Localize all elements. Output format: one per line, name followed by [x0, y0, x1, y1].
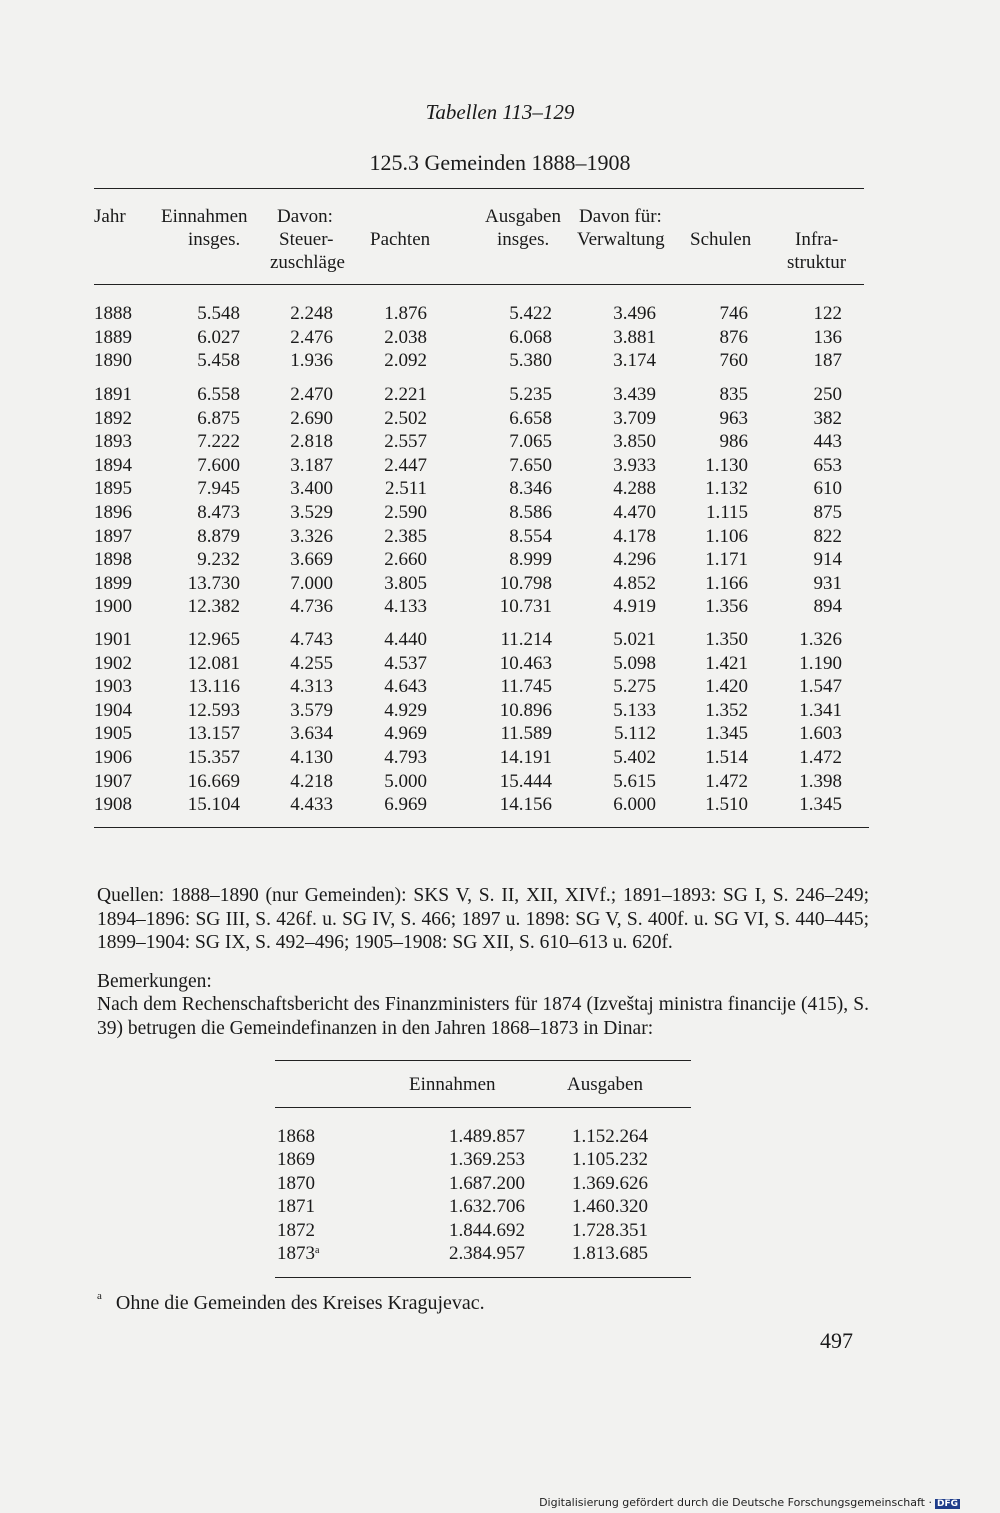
small-cell-year	[277, 1220, 315, 1242]
header-steuer: Steuer-	[279, 229, 334, 250]
cell-schulen: 1.115	[705, 502, 748, 523]
cell-verwaltung: 5.133	[613, 699, 656, 721]
small-cell-einnahmen: 2.384.957	[449, 1243, 525, 1264]
cell-pachten: 2.511	[384, 478, 427, 500]
cell-schulen: 986	[719, 431, 748, 453]
small-cell-einnahmen: 1.369.253	[449, 1149, 525, 1171]
cell-einnahmen: 15.357	[187, 747, 240, 768]
cell-einnahmen: 15.104	[187, 794, 240, 816]
cell-year: 1901	[94, 629, 132, 650]
cell-infrastruktur: 610	[813, 478, 842, 500]
cell-year: 1893	[94, 431, 132, 453]
cell-infrastruktur: 1.603	[799, 723, 842, 745]
cell-einnahmen: 13.730	[187, 572, 240, 594]
cell-verwaltung: 6.000	[613, 794, 656, 816]
cell-einnahmen: 8.879	[197, 525, 240, 547]
cell-verwaltung: 3.933	[613, 454, 656, 476]
small-table-top-rule	[275, 1060, 691, 1061]
small-table-bottom-rule	[275, 1277, 691, 1278]
cell-ausgaben: 7.650	[509, 454, 552, 476]
cell-pachten: 2.557	[384, 431, 427, 453]
cell-schulen: 1.130	[705, 454, 748, 476]
footnote	[97, 1292, 485, 1315]
cell-year: 1903	[94, 676, 132, 698]
cell-pachten: 4.440	[384, 629, 427, 650]
cell-einnahmen: 12.081	[187, 652, 240, 674]
remarks-text: Nach dem Rechenschaftsbericht des Finanzministers für 1874 (Izveštaj ministra financije (415), S. 39) betrugen die Gemeindefinanzen in den Jahren 1868–1873 in Dinar:	[97, 994, 869, 1039]
cell-infrastruktur: 1.398	[799, 770, 842, 792]
cell-pachten: 4.929	[384, 699, 427, 721]
small-cell-einnahmen: 1.489.857	[449, 1126, 525, 1147]
header-ausgaben: Ausgaben	[485, 206, 561, 227]
cell-pachten: 3.805	[384, 572, 427, 594]
cell-infrastruktur: 914	[813, 549, 842, 571]
cell-schulen: 1.106	[705, 525, 748, 547]
cell-pachten: 4.643	[384, 676, 427, 698]
cell-ausgaben: 5.235	[509, 384, 552, 405]
cell-ausgaben: 5.422	[509, 303, 552, 324]
header-schulen: Schulen	[690, 229, 752, 250]
cell-ausgaben: 10.731	[499, 596, 552, 618]
cell-einnahmen: 7.945	[197, 478, 240, 500]
cell-steuerzuschlaege: 4.736	[290, 596, 333, 618]
cell-infrastruktur: 187	[813, 350, 842, 372]
cell-ausgaben: 6.658	[509, 407, 552, 429]
cell-infrastruktur: 1.341	[799, 699, 842, 721]
cell-einnahmen: 5.458	[197, 350, 240, 372]
small-cell-year	[277, 1243, 319, 1265]
cell-ausgaben: 11.589	[500, 723, 552, 745]
cell-verwaltung: 3.439	[613, 384, 656, 405]
cell-verwaltung: 3.881	[613, 326, 656, 348]
cell-einnahmen: 6.027	[197, 326, 240, 348]
small-cell-year	[277, 1149, 315, 1171]
cell-steuerzuschlaege: 2.476	[290, 326, 333, 348]
cell-verwaltung: 4.852	[613, 572, 656, 594]
cell-year: 1890	[94, 350, 132, 372]
small-cell-ausgaben: 1.813.685	[572, 1243, 648, 1264]
cell-year: 1895	[94, 478, 132, 500]
small-cell-year	[277, 1126, 315, 1148]
cell-steuerzuschlaege: 3.326	[290, 525, 333, 547]
credit-text: Digitalisierung gefördert durch die Deutsche Forschungsgemeinschaft ·	[539, 1496, 932, 1509]
cell-schulen: 1.132	[705, 478, 748, 500]
cell-steuerzuschlaege: 1.936	[290, 350, 333, 372]
small-header-einnahmen: Einnahmen	[409, 1074, 496, 1095]
cell-schulen: 1.421	[705, 652, 748, 674]
cell-ausgaben: 14.156	[499, 794, 552, 816]
cell-infrastruktur: 250	[813, 384, 842, 405]
cell-steuerzuschlaege: 4.218	[290, 770, 333, 792]
cell-verwaltung: 4.919	[613, 596, 656, 618]
cell-ausgaben: 10.896	[499, 699, 552, 721]
cell-ausgaben: 11.745	[500, 676, 552, 698]
small-cell-year-text: 1869	[277, 1149, 315, 1171]
cell-steuerzuschlaege: 2.248	[290, 303, 333, 324]
cell-year: 1905	[94, 723, 132, 745]
cell-steuerzuschlaege: 3.579	[290, 699, 333, 721]
cell-pachten: 5.000	[384, 770, 427, 792]
cell-infrastruktur: 894	[813, 596, 842, 618]
cell-verwaltung: 5.275	[613, 676, 656, 698]
cell-infrastruktur: 1.345	[799, 794, 842, 816]
cell-steuerzuschlaege: 2.470	[290, 384, 333, 405]
cell-steuerzuschlaege: 3.669	[290, 549, 333, 571]
small-cell-ausgaben: 1.369.626	[572, 1172, 648, 1194]
header-ausgaben-sub: insges.	[497, 229, 550, 250]
cell-steuerzuschlaege: 4.313	[290, 676, 333, 698]
cell-einnahmen: 7.600	[197, 454, 240, 476]
cell-schulen: 760	[719, 350, 748, 372]
cell-year: 1906	[94, 747, 132, 768]
cell-year: 1904	[94, 699, 132, 721]
cell-einnahmen: 7.222	[197, 431, 240, 453]
dfg-logo: DFG	[936, 1499, 958, 1509]
cell-verwaltung: 3.850	[613, 431, 656, 453]
cell-schulen: 1.345	[705, 723, 748, 745]
cell-ausgaben: 10.463	[499, 652, 552, 674]
cell-year: 1888	[94, 303, 132, 324]
header-einnahmen-sub: insges.	[188, 229, 241, 250]
page-number: 497	[820, 1328, 853, 1353]
cell-pachten: 2.221	[384, 384, 427, 405]
cell-ausgaben: 8.999	[509, 549, 552, 571]
cell-infrastruktur: 822	[813, 525, 842, 547]
cell-year: 1898	[94, 549, 132, 571]
cell-year: 1892	[94, 407, 132, 429]
cell-steuerzuschlaege: 4.743	[290, 629, 333, 650]
cell-verwaltung: 4.178	[613, 525, 656, 547]
cell-infrastruktur: 1.190	[799, 652, 842, 674]
cell-year: 1897	[94, 525, 132, 547]
cell-ausgaben: 7.065	[509, 431, 552, 453]
cell-einnahmen: 6.558	[197, 384, 240, 405]
cell-verwaltung: 5.112	[613, 723, 656, 745]
cell-einnahmen: 13.116	[188, 676, 240, 698]
cell-steuerzuschlaege: 3.187	[290, 454, 333, 476]
small-cell-year-text: 1873	[277, 1243, 315, 1264]
small-cell-ausgaben: 1.728.351	[572, 1219, 648, 1241]
cell-einnahmen: 8.473	[197, 502, 240, 523]
cell-year: 1900	[94, 596, 132, 618]
cell-einnahmen: 9.232	[197, 549, 240, 571]
cell-verwaltung: 4.470	[613, 502, 656, 523]
small-cell-ausgaben: 1.152.264	[572, 1126, 648, 1147]
cell-schulen: 835	[719, 384, 748, 405]
cell-einnahmen: 12.593	[187, 699, 240, 721]
cell-ausgaben: 5.380	[509, 350, 552, 372]
cell-steuerzuschlaege: 7.000	[290, 572, 333, 594]
small-cell-year	[277, 1196, 315, 1218]
cell-pachten: 2.590	[384, 502, 427, 523]
cell-schulen: 746	[719, 303, 748, 324]
cell-verwaltung: 3.174	[613, 350, 656, 372]
cell-einnahmen: 5.548	[197, 303, 240, 324]
cell-verwaltung: 5.615	[613, 770, 656, 792]
cell-infrastruktur: 382	[813, 407, 842, 429]
cell-ausgaben: 8.586	[509, 502, 552, 523]
cell-infrastruktur: 1.547	[799, 676, 842, 698]
cell-steuerzuschlaege: 3.400	[290, 478, 333, 500]
cell-schulen: 963	[719, 407, 748, 429]
cell-pachten: 2.502	[384, 407, 427, 429]
cell-verwaltung: 5.402	[613, 747, 656, 768]
cell-year: 1891	[94, 384, 132, 405]
cell-infrastruktur: 1.326	[799, 629, 842, 650]
cell-pachten: 4.793	[384, 747, 427, 768]
table-bottom-rule	[94, 827, 869, 828]
footnote-reference: a	[315, 1245, 320, 1256]
cell-verwaltung: 4.296	[613, 549, 656, 571]
cell-infrastruktur: 653	[813, 454, 842, 476]
header-pachten: Pachten	[370, 229, 431, 250]
cell-infrastruktur: 1.472	[799, 747, 842, 768]
cell-year: 1902	[94, 652, 132, 674]
header-einnahmen: Einnahmen	[161, 206, 248, 227]
cell-einnahmen: 12.382	[187, 596, 240, 618]
cell-infrastruktur: 875	[813, 502, 842, 523]
sources-note: Quellen: 1888–1890 (nur Gemeinden): SKS V, S. II, XII, XIVf.; 1891–1893: SG I, S. 246–249; 1894–1896: SG III, S. 426f. u. SG IV, S. 466; 1897 u. 1898: SG V, S. 400f. u. SG VI, S. 440–445; 1899–1904: SG IX, S. 492–496; 1905–1908: SG XII, S. 610–613 u. 620f.	[97, 885, 869, 953]
small-cell-year	[277, 1173, 315, 1195]
cell-pachten: 2.092	[384, 350, 427, 372]
cell-year: 1894	[94, 454, 132, 476]
cell-schulen: 1.514	[705, 747, 748, 768]
cell-infrastruktur: 122	[813, 303, 842, 324]
digitization-credit	[539, 1496, 960, 1509]
cell-pachten: 2.447	[384, 454, 427, 476]
header-jahr: Jahr	[94, 206, 126, 227]
cell-verwaltung: 3.496	[613, 303, 656, 324]
cell-infrastruktur: 443	[813, 431, 842, 453]
cell-schulen: 1.356	[705, 596, 748, 618]
cell-verwaltung: 5.098	[613, 652, 656, 674]
cell-schulen: 1.350	[705, 629, 748, 650]
footnote-text: Ohne die Gemeinden des Kreises Kragujevac.	[115, 1292, 485, 1314]
cell-year: 1899	[94, 572, 132, 594]
cell-steuerzuschlaege: 4.255	[290, 652, 333, 674]
cell-pachten: 2.038	[384, 326, 427, 348]
cell-ausgaben: 8.346	[509, 478, 552, 500]
cell-pachten: 6.969	[384, 794, 427, 816]
cell-steuerzuschlaege: 2.818	[290, 431, 333, 453]
small-cell-einnahmen: 1.687.200	[449, 1172, 525, 1194]
cell-steuerzuschlaege: 4.130	[290, 747, 333, 768]
header-verwaltung: Verwaltung	[577, 229, 665, 250]
cell-schulen: 876	[719, 326, 748, 348]
cell-steuerzuschlaege: 3.529	[290, 502, 333, 523]
small-table-header-rule	[275, 1107, 691, 1108]
cell-year: 1907	[94, 770, 132, 792]
cell-einnahmen: 16.669	[187, 770, 240, 792]
table-title: 125.3 Gemeinden 1888–1908	[369, 150, 631, 175]
cell-pachten: 2.660	[384, 549, 427, 571]
cell-pachten: 4.969	[384, 723, 427, 745]
cell-ausgaben: 11.214	[500, 629, 552, 650]
running-head: Tabellen 113–129	[425, 100, 575, 124]
cell-year: 1889	[94, 326, 132, 348]
small-header-ausgaben: Ausgaben	[567, 1074, 643, 1095]
cell-ausgaben: 15.444	[499, 770, 552, 792]
small-cell-ausgaben: 1.105.232	[572, 1149, 648, 1171]
small-cell-einnahmen: 1.844.692	[449, 1219, 525, 1241]
header-struktur: struktur	[787, 252, 847, 273]
header-davon: Davon:	[277, 206, 333, 227]
header-davon-fuer: Davon für:	[579, 206, 662, 227]
header-zuschlaege: zuschläge	[270, 252, 345, 273]
cell-infrastruktur: 136	[813, 326, 842, 348]
small-cell-year-text: 1872	[277, 1219, 315, 1241]
cell-pachten: 4.537	[384, 652, 427, 674]
cell-einnahmen: 12.965	[187, 629, 240, 650]
cell-schulen: 1.171	[705, 549, 748, 571]
cell-ausgaben: 10.798	[499, 572, 552, 594]
cell-pachten: 4.133	[384, 596, 427, 618]
cell-infrastruktur: 931	[813, 572, 842, 594]
cell-steuerzuschlaege: 2.690	[290, 407, 333, 429]
cell-verwaltung: 3.709	[613, 407, 656, 429]
cell-schulen: 1.166	[705, 572, 748, 594]
cell-schulen: 1.472	[705, 770, 748, 792]
small-cell-ausgaben: 1.460.320	[572, 1196, 648, 1218]
cell-verwaltung: 5.021	[613, 629, 656, 650]
cell-schulen: 1.510	[705, 794, 748, 816]
cell-ausgaben: 8.554	[509, 525, 552, 547]
footnote-mark: a	[97, 1290, 102, 1302]
cell-einnahmen: 13.157	[187, 723, 240, 745]
cell-steuerzuschlaege: 4.433	[290, 794, 333, 816]
cell-ausgaben: 6.068	[509, 326, 552, 348]
small-cell-einnahmen: 1.632.706	[449, 1196, 525, 1218]
small-cell-year-text: 1870	[277, 1172, 315, 1194]
cell-year: 1896	[94, 502, 132, 523]
cell-year: 1908	[94, 794, 132, 816]
table-header-rule	[94, 284, 864, 285]
cell-steuerzuschlaege: 3.634	[290, 723, 333, 745]
header-infra: Infra-	[795, 229, 839, 250]
cell-einnahmen: 6.875	[197, 407, 240, 429]
cell-verwaltung: 4.288	[613, 478, 656, 500]
table-top-rule	[94, 188, 864, 189]
cell-ausgaben: 14.191	[499, 747, 552, 768]
cell-pachten: 1.876	[384, 303, 427, 324]
small-cell-year-text: 1868	[277, 1126, 315, 1147]
cell-schulen: 1.420	[705, 676, 748, 698]
small-cell-year-text: 1871	[277, 1196, 315, 1218]
cell-pachten: 2.385	[384, 525, 427, 547]
remarks-label: Bemerkungen:	[97, 971, 212, 992]
cell-schulen: 1.352	[705, 699, 748, 721]
